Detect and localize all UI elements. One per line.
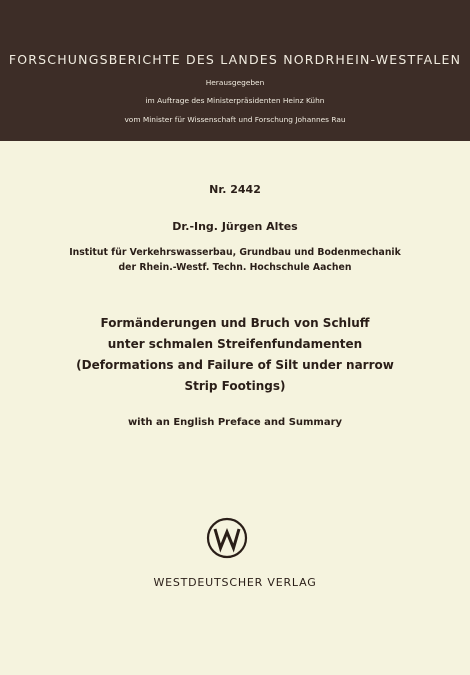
- series-header-band: [0, 0, 470, 141]
- institute-line-2: der Rhein.-Westf. Techn. Hochschule Aachen: [118, 262, 352, 273]
- publisher-name: WESTDEUTSCHER VERLAG: [153, 576, 317, 589]
- author-name: Dr.-Ing. Jürgen Altes: [172, 220, 298, 233]
- preface-note: with an English Preface and Summary: [127, 417, 343, 428]
- title-line-2: unter schmalen Streifenfundamenten: [107, 337, 363, 351]
- wdv-w-circle-icon: [206, 517, 248, 559]
- title-line-3: (Deformations and Failure of Silt under narrow: [76, 358, 394, 372]
- report-number: Nr. 2442: [209, 183, 261, 196]
- minister-line: vom Minister für Wissenschaft und Forschung Johannes Rau: [124, 115, 346, 124]
- series-title: FORSCHUNGSBERICHTE DES LANDES NORDRHEIN-WESTFALEN: [8, 52, 462, 67]
- title-line-1: Formänderungen und Bruch von Schluff: [100, 316, 370, 330]
- title-line-4: Strip Footings): [184, 379, 286, 393]
- cover-content: [0, 141, 470, 675]
- commission-line: im Auftrage des Ministerpräsidenten Heinz Kühn: [145, 96, 325, 105]
- editor-label: Herausgegeben: [205, 78, 265, 87]
- institute-line-1: Institut für Verkehrswasserbau, Grundbau und Bodenmechanik: [69, 247, 401, 258]
